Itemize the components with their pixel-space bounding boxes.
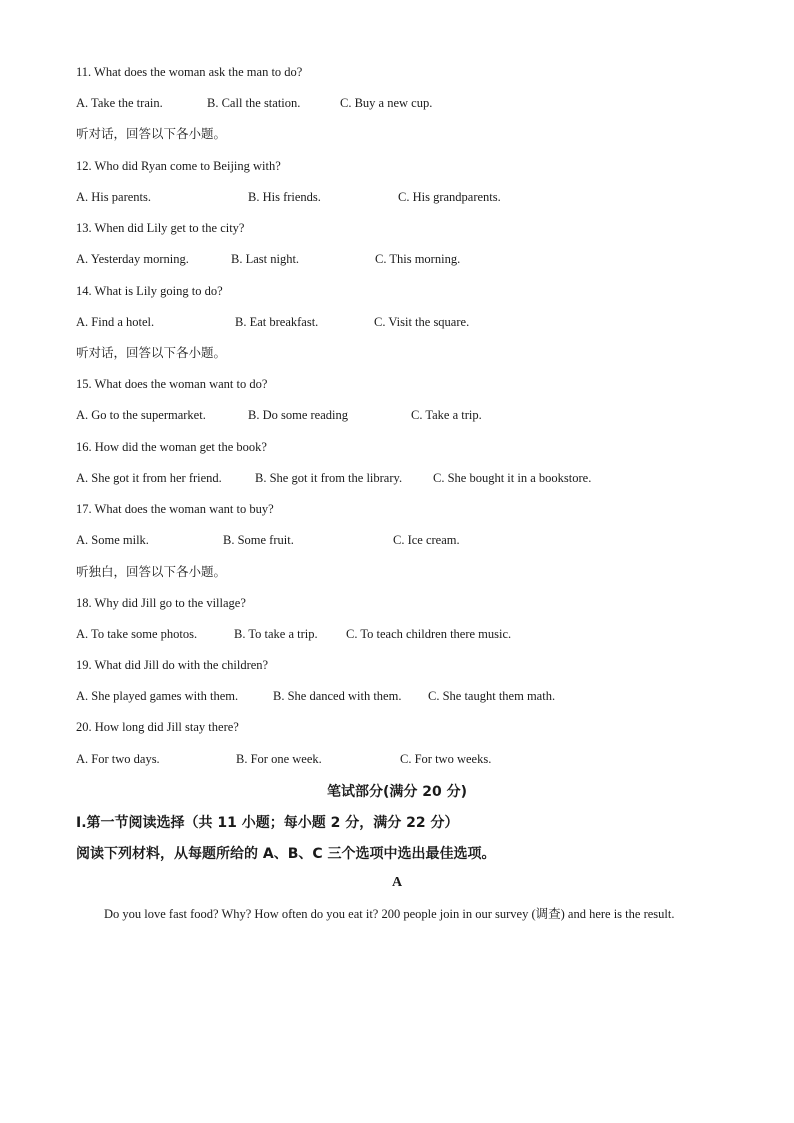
question-16-option-a: A. She got it from her friend.: [76, 471, 222, 485]
question-15-stem: 15. What does the woman want to do?: [76, 377, 268, 391]
question-16-option-b: B. She got it from the library.: [255, 471, 403, 485]
question-15-option-c: C. Take a trip.: [411, 408, 482, 422]
question-18-option-c: C. To teach children there music.: [346, 627, 512, 641]
question-18-option-b: B. To take a trip.: [234, 627, 318, 641]
question-12-option-a: A. His parents.: [76, 190, 151, 204]
question-12-option-c: C. His grandparents.: [398, 190, 501, 204]
question-18-stem: 18. Why did Jill go to the village?: [76, 596, 246, 610]
passage-paragraph: Do you love fast food? Why? How often do you eat it? 200 people join in our survey (调查) and here is the result.: [104, 907, 675, 921]
question-14-option-c: C. Visit the square.: [374, 315, 470, 329]
listening-instruction: 听对话，回答以下各小题。: [76, 345, 227, 360]
question-15-option-a: A. Go to the supermarket.: [76, 408, 206, 422]
question-13-option-c: C. This morning.: [375, 252, 461, 266]
question-14-option-b: B. Eat breakfast.: [235, 315, 319, 329]
question-17-option-b: B. Some fruit.: [223, 533, 294, 547]
question-15-option-b: B. Do some reading: [248, 408, 348, 422]
question-17-option-c: C. Ice cream.: [393, 533, 460, 547]
question-13-option-a: A. Yesterday morning.: [76, 252, 189, 266]
question-13-stem: 13. When did Lily get to the city?: [76, 221, 245, 235]
question-11-option-c: C. Buy a new cup.: [340, 96, 433, 110]
question-19-option-c: C. She taught them math.: [428, 689, 556, 703]
question-20-stem: 20. How long did Jill stay there?: [76, 720, 239, 734]
question-11-stem: 11. What does the woman ask the man to do?: [76, 65, 303, 79]
question-16-stem: 16. How did the woman get the book?: [76, 440, 267, 454]
monologue-instruction: 听独白，回答以下各小题。: [76, 564, 227, 579]
reading-section-instruction: 阅读下列材料，从每题所给的 A、B、C 三个选项中选出最佳选项。: [76, 846, 496, 862]
question-17-stem: 17. What does the woman want to buy?: [76, 502, 274, 516]
question-11-option-a: A. Take the train.: [76, 96, 163, 110]
question-11-option-b: B. Call the station.: [207, 96, 301, 110]
question-12-option-b: B. His friends.: [248, 190, 321, 204]
question-19-option-b: B. She danced with them.: [273, 689, 402, 703]
reading-section-heading: Ⅰ.第一节阅读选择（共 11 小题；每小题 2 分，满分 22 分）: [76, 815, 459, 831]
question-20-option-a: A. For two days.: [76, 752, 160, 766]
question-13-option-b: B. Last night.: [231, 252, 300, 266]
question-14-stem: 14. What is Lily going to do?: [76, 284, 223, 298]
passage-label: A: [391, 875, 403, 890]
question-19-stem: 19. What did Jill do with the children?: [76, 658, 269, 672]
written-section-title: 笔试部分(满分 20 分): [326, 784, 468, 800]
listening-instruction: 听对话，回答以下各小题。: [76, 126, 227, 141]
question-19-option-a: A. She played games with them.: [76, 689, 239, 703]
question-14-option-a: A. Find a hotel.: [76, 315, 155, 329]
question-20-option-b: B. For one week.: [236, 752, 322, 766]
question-18-option-a: A. To take some photos.: [76, 627, 198, 641]
question-17-option-a: A. Some milk.: [76, 533, 149, 547]
question-16-option-c: C. She bought it in a bookstore.: [433, 471, 592, 485]
question-20-option-c: C. For two weeks.: [400, 752, 492, 766]
question-12-stem: 12. Who did Ryan come to Beijing with?: [76, 159, 281, 173]
